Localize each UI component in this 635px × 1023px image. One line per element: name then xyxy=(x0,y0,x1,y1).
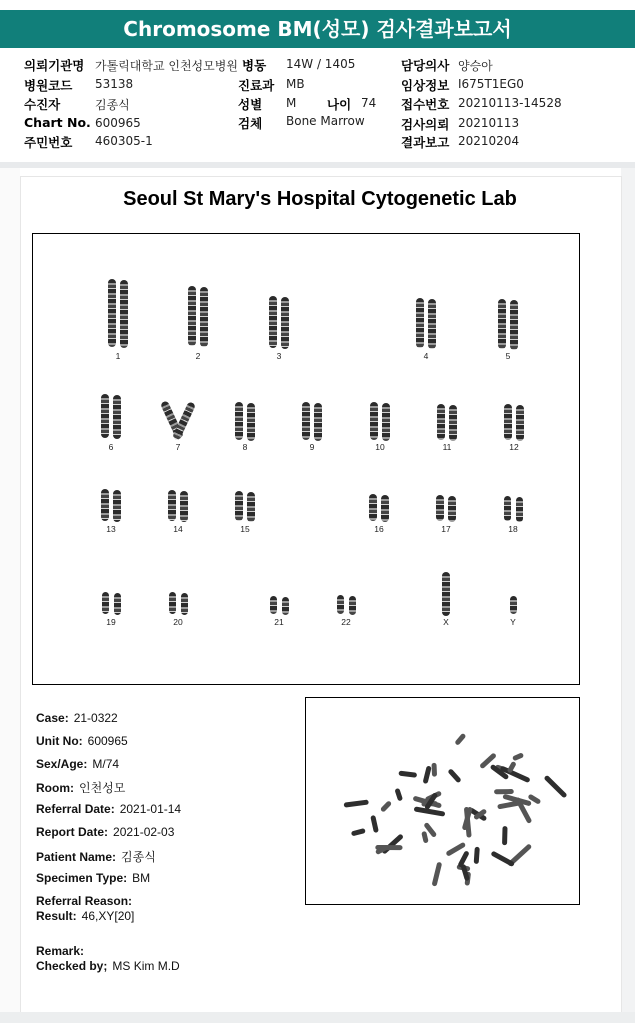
chromosome xyxy=(504,404,512,440)
chromosome-label: 12 xyxy=(509,442,519,452)
chromosome-label: Y xyxy=(510,617,516,627)
chromosome-label: 10 xyxy=(375,442,385,452)
chromosome-label: 17 xyxy=(441,524,451,534)
chromosome xyxy=(428,299,436,349)
chromosome xyxy=(169,592,176,614)
chromosome-label: 3 xyxy=(276,351,282,361)
field-value: 양승아 xyxy=(458,59,493,73)
info-label: Unit No: xyxy=(36,734,83,748)
info-label: Room: xyxy=(36,781,74,795)
chromosome xyxy=(108,279,116,347)
info-row xyxy=(36,909,134,923)
info-row xyxy=(36,779,125,796)
chromosome xyxy=(101,489,109,521)
metaphase-chromosome xyxy=(381,833,404,854)
header-info xyxy=(0,50,635,160)
chromosome xyxy=(282,597,289,615)
chromosome xyxy=(180,491,188,522)
metaphase-chromosome xyxy=(344,799,369,807)
chromosome-label: 14 xyxy=(173,524,183,534)
field-label: Chart No. xyxy=(24,115,91,130)
metaphase-chromosome xyxy=(394,788,403,802)
chromosome xyxy=(448,496,456,522)
info-row xyxy=(36,711,118,725)
field-label: 진료과 xyxy=(238,78,275,93)
metaphase-chromosome xyxy=(462,806,473,830)
field-value: 74 xyxy=(361,96,377,110)
info-row xyxy=(36,871,150,885)
metaphase-chromosome xyxy=(543,775,567,799)
chromosome-label: 4 xyxy=(423,351,429,361)
field-value: 14W / 1405 xyxy=(286,57,356,71)
chromosome-label: 18 xyxy=(508,524,518,534)
chromosome xyxy=(235,491,243,521)
chromosome-label: 7 xyxy=(175,442,181,452)
field-label: 주민번호 xyxy=(24,135,73,150)
info-row xyxy=(36,894,137,908)
chromosome xyxy=(436,495,444,521)
chromosome xyxy=(269,296,277,348)
metaphase-chromosome xyxy=(370,815,379,833)
info-value: 김종식 xyxy=(121,850,156,864)
field-value: Bone Marrow xyxy=(286,114,365,128)
karyogram-panel xyxy=(32,233,580,685)
metaphase-chromosome xyxy=(490,851,515,868)
metaphase-chromosome xyxy=(431,763,437,777)
chromosome-label: 2 xyxy=(195,351,201,361)
chromosome xyxy=(235,402,243,440)
field-label: 병원코드 xyxy=(24,78,73,93)
field-value: 600965 xyxy=(95,116,141,130)
chromosome-label: 16 xyxy=(374,524,384,534)
chromosome xyxy=(369,494,377,521)
info-label: Remark: xyxy=(36,944,85,958)
chromosome xyxy=(270,596,277,614)
info-value: 인천성모 xyxy=(79,781,126,795)
info-label: Checked by; xyxy=(36,959,108,973)
metaphase-chromosome xyxy=(351,828,366,836)
field-label: 의뢰기관명 xyxy=(24,58,85,73)
report-title: Chromosome BM(성모) 검사결과보고서 xyxy=(0,10,635,48)
chromosome-label: 1 xyxy=(115,351,121,361)
field-value: M xyxy=(286,96,297,110)
info-value: BM xyxy=(132,871,151,885)
field-label: 담당의사 xyxy=(401,58,450,73)
metaphase-chromosome xyxy=(445,842,466,857)
chromosome xyxy=(437,404,445,440)
info-label: Case: xyxy=(36,711,69,725)
chromosome xyxy=(442,572,450,616)
chromosome xyxy=(504,496,511,521)
info-row xyxy=(36,848,156,865)
chromosome xyxy=(168,490,176,521)
field-label: 나이 xyxy=(327,97,352,112)
chromosome xyxy=(247,403,255,441)
chromosome xyxy=(449,405,457,441)
chromosome xyxy=(113,490,121,522)
field-value: MB xyxy=(286,77,305,91)
metaphase-image xyxy=(305,697,580,905)
chromosome xyxy=(188,286,196,346)
info-value: 600965 xyxy=(87,734,128,748)
chromosome xyxy=(113,395,121,439)
info-row xyxy=(36,825,174,839)
info-value: MS Kim M.D xyxy=(112,959,180,973)
chromosome xyxy=(114,593,121,615)
field-label: 검체 xyxy=(238,116,263,131)
info-value: 2021-02-03 xyxy=(113,825,175,839)
chromosome xyxy=(314,403,322,441)
chromosome-label: 13 xyxy=(106,524,116,534)
page-margin-left xyxy=(0,168,20,1023)
chromosome-label: 20 xyxy=(173,617,183,627)
info-label: Patient Name: xyxy=(36,850,117,864)
chromosome-label: 21 xyxy=(274,617,284,627)
chromosome-label: 8 xyxy=(242,442,248,452)
header-divider xyxy=(0,162,635,168)
chromosome xyxy=(281,297,289,349)
chromosome xyxy=(302,402,310,440)
chromosome xyxy=(510,596,517,614)
field-value: 20210113 xyxy=(458,116,520,130)
bottom-strip xyxy=(0,1012,635,1023)
info-value: 2021-01-14 xyxy=(119,802,182,816)
chromosome-label: 22 xyxy=(341,617,351,627)
metaphase-chromosome xyxy=(454,733,466,746)
chromosome xyxy=(101,394,109,438)
metaphase-chromosome xyxy=(494,789,514,794)
field-label: 결과보고 xyxy=(401,135,450,150)
chromosome xyxy=(200,287,208,347)
field-value: 20210204 xyxy=(458,134,520,148)
field-value: 김종식 xyxy=(95,98,130,112)
chromosome-label: X xyxy=(443,617,449,627)
metaphase-chromosome xyxy=(474,847,480,864)
info-row xyxy=(36,802,181,816)
chromosome xyxy=(102,592,109,614)
field-value: 53138 xyxy=(95,77,134,91)
info-row xyxy=(36,734,128,748)
metaphase-chromosome xyxy=(398,771,417,778)
chromosome xyxy=(181,593,188,615)
info-label: Referral Date: xyxy=(36,802,115,816)
chromosome xyxy=(516,405,524,441)
metaphase-spread xyxy=(306,698,579,904)
chromosome-label: 6 xyxy=(108,442,114,452)
chromosome xyxy=(382,403,390,441)
chromosome xyxy=(510,300,518,350)
chromosome-label: 11 xyxy=(442,442,452,452)
info-row xyxy=(36,959,180,973)
info-label: Specimen Type: xyxy=(36,871,128,885)
metaphase-chromosome xyxy=(502,826,508,845)
field-value: 20210113-14528 xyxy=(458,96,562,110)
chromosome xyxy=(516,497,523,522)
chromosome-label: 15 xyxy=(240,524,250,534)
metaphase-chromosome xyxy=(423,765,432,784)
field-value: 가톨릭대학교 인천성모병원 xyxy=(95,59,238,73)
info-row xyxy=(36,944,89,958)
lab-title: Seoul St Mary's Hospital Cytogenetic Lab xyxy=(123,188,517,210)
chromosome xyxy=(337,595,344,614)
info-value: M/74 xyxy=(92,757,120,771)
chromosome-label: 5 xyxy=(505,351,511,361)
info-value: 21-0322 xyxy=(73,711,118,725)
metaphase-chromosome xyxy=(421,831,429,844)
info-label: Report Date: xyxy=(36,825,109,839)
chromosome-label: 19 xyxy=(106,617,116,627)
chromosome xyxy=(120,280,128,348)
info-row xyxy=(36,757,119,771)
info-label: Sex/Age: xyxy=(36,757,88,771)
field-label: 검사의뢰 xyxy=(401,117,450,132)
page-margin-right xyxy=(621,168,635,1023)
metaphase-chromosome xyxy=(447,768,461,783)
chromosome-label: 9 xyxy=(309,442,315,452)
info-label: Result: xyxy=(36,909,77,923)
info-label: Referral Reason: xyxy=(36,894,133,908)
field-label: 성별 xyxy=(238,97,263,112)
field-value: 460305-1 xyxy=(95,134,153,148)
chromosome xyxy=(381,495,389,522)
chromosome xyxy=(349,596,356,615)
chromosome xyxy=(416,298,424,348)
field-label: 수진자 xyxy=(24,97,61,112)
chromosome xyxy=(498,299,506,349)
info-value: 46,XY[20] xyxy=(81,909,135,923)
metaphase-chromosome xyxy=(380,800,392,813)
field-label: 접수번호 xyxy=(401,97,450,112)
chromosome xyxy=(247,492,255,522)
field-label: 임상정보 xyxy=(401,78,450,93)
field-label: 병동 xyxy=(242,58,267,73)
metaphase-chromosome xyxy=(432,862,443,887)
field-value: I675T1EG0 xyxy=(458,77,524,91)
metaphase-chromosome xyxy=(512,752,524,761)
chromosome xyxy=(370,402,378,440)
